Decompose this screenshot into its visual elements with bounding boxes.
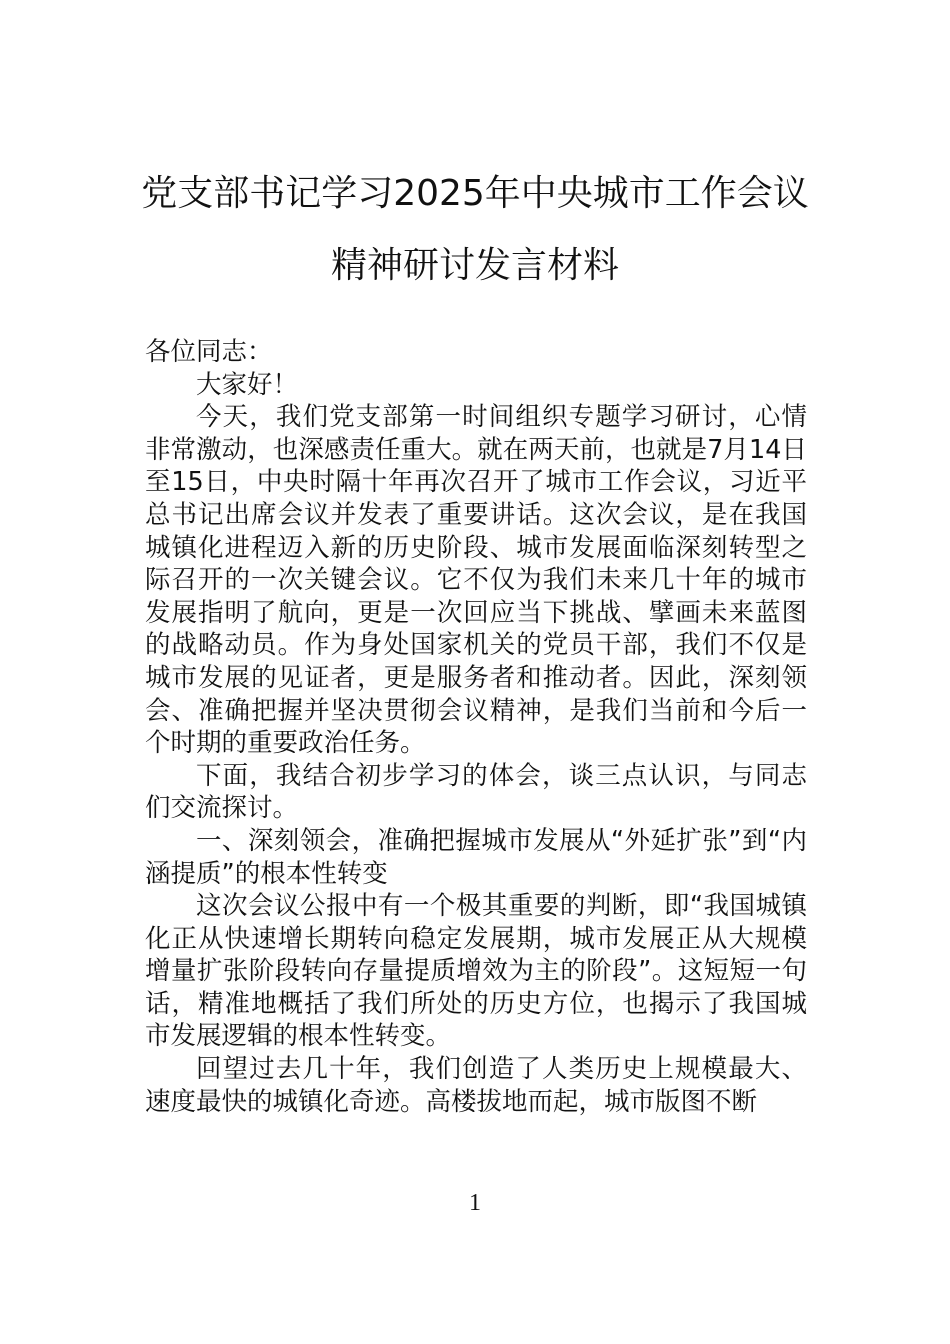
page-number: 1 [469,1190,481,1216]
paragraph-retrospect: 回望过去几十年，我们创造了人类历史上规模最大、速度最快的城镇化奇迹。高楼拔地而起，城市版图不断 [145,1054,807,1117]
greeting: 大家好！ [196,369,299,400]
paragraph-judgment: 这次会议公报中有一个极其重要的判断，即“我国城镇化正从快速增长期转向稳定发展期，城市发展正从大规模增量扩张阶段转向存量提质增效为主的阶段”。这短短一句话，精准地概括了我们所处的历史方位，也揭示了我国城市发展逻辑的根本性转变。 [145,891,807,1052]
section-heading-1: 一、深刻领会，准确把握城市发展从“外延扩张”到“内涵提质”的根本性转变 [145,825,807,889]
paragraph-intro: 今天，我们党支部第一时间组织专题学习研讨，心情非常激动，也深感责任重大。就在两天前，也就是7月14日至15日，中央时隔十年再次召开了城市工作会议，习近平总书记出席会议并发表了重要讲话。这次会议，是在我国城镇化进程迈入新的历史阶段、城市发展面临深刻转型之际召开的一次关键会议。它不仅为我们未来几十年的城市发展指明了航向，更是一次回应当下挑战、擘画未来蓝图的战略动员。作为身处国家机关的党员干部，我们不仅是城市发展的见证者，更是服务者和推动者。因此，深刻领会、准确把握并坚决贯彻会议精神，是我们当前和今后一个时期的重要政治任务。 [145,402,807,759]
paragraph-outline: 下面，我结合初步学习的体会，谈三点认识，与同志们交流探讨。 [145,760,807,824]
document-body [145,336,807,1118]
salutation: 各位同志： [145,337,273,367]
document-title-line-2: 精神研讨发言材料 [330,245,619,286]
document-title-line-1: 党支部书记学习2025年中央城市工作会议 [141,173,809,214]
